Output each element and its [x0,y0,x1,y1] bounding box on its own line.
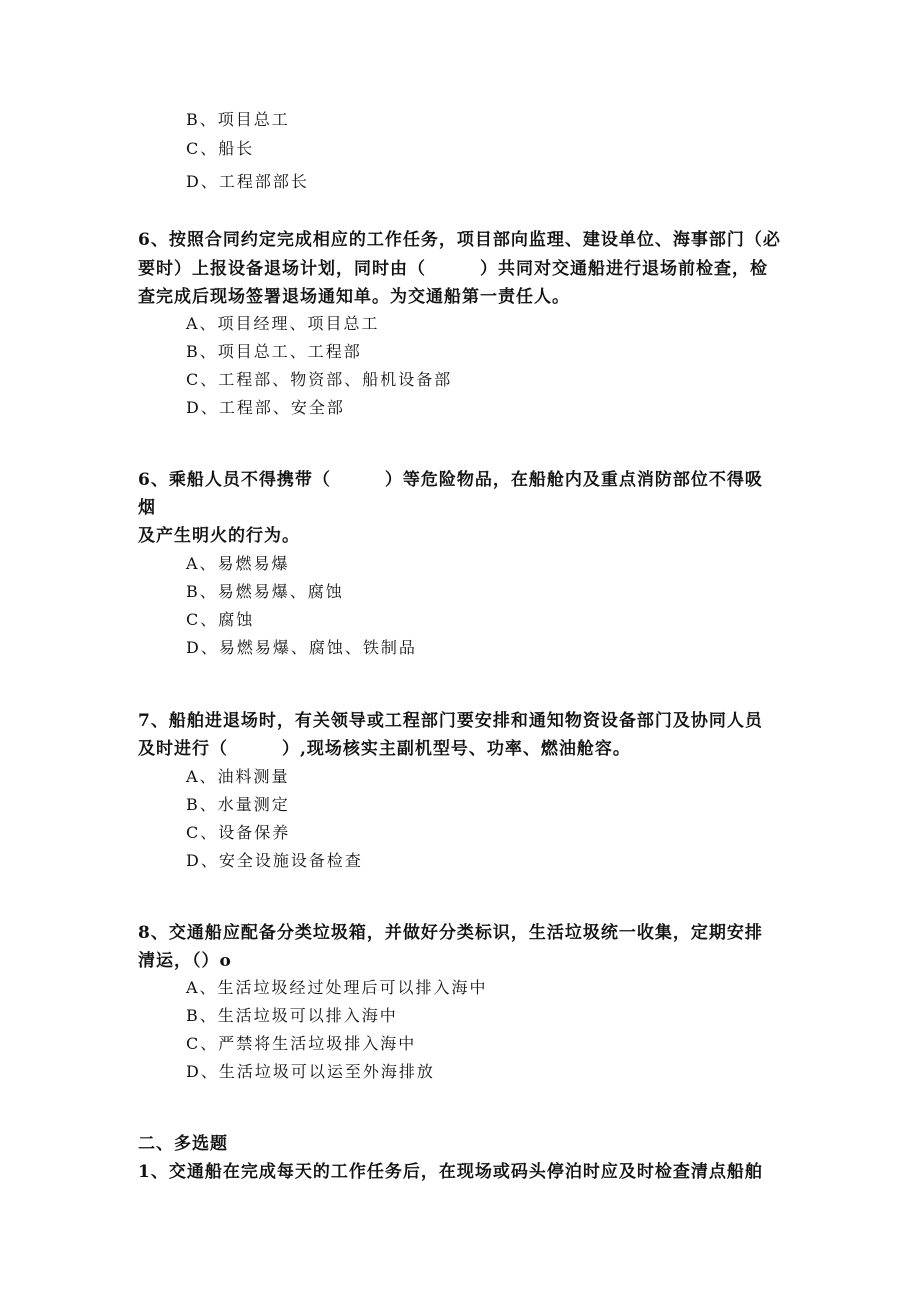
question-6b-line-2: 烟 [138,498,156,518]
option-b: B、水量测定 [186,795,290,814]
question-6a-line-1: 6、按照合同约定完成相应的工作任务，项目部向监理、建设单位、海事部门（必 [138,230,781,250]
option-a: A、项目经理、项目总工 [186,314,380,333]
option-d: D、工程部部长 [186,172,309,191]
option-d: D、安全设施设备检查 [186,851,363,870]
option-b: B、项目总工、工程部 [186,342,362,361]
option-a: A、易燃易爆 [186,554,290,573]
question-8-line-2: 清运，（）o [138,951,232,971]
option-b: B、易燃易爆、腐蚀 [186,582,344,601]
option-c: C、腐蚀 [186,610,255,629]
option-d: D、生活垃圾可以运至外海排放 [186,1062,435,1081]
question-6b-line-3: 及产生明火的行为。 [138,526,300,546]
option-b: B、生活垃圾可以排入海中 [186,1006,398,1025]
option-d: D、易燃易爆、腐蚀、铁制品 [186,638,417,657]
question-6b-line-1: 6、乘船人员不得携带（ ）等危险物品，在船舱内及重点消防部位不得吸 [138,470,763,490]
option-d: D、工程部、安全部 [186,398,345,417]
option-c: C、船长 [186,139,255,158]
question-6a-line-3: 查完成后现场签署退场通知单。为交通船第一责任人。 [138,287,570,307]
section-heading: 二、多选题 [138,1134,228,1154]
question-6a-line-2: 要时）上报设备退场计划，同时由（ ）共同对交通船进行退场前检查，检 [138,259,768,279]
option-c: C、设备保养 [186,823,291,842]
question-1-line-1: 1、交通船在完成每天的工作任务后，在现场或码头停泊时应及时检查清点船舶 [138,1162,763,1182]
question-7-line-1: 7、船舶进退场时，有关领导或工程部门要安排和通知物资设备部门及协同人员 [138,711,763,731]
option-b: B、项目总工 [186,110,290,129]
option-c: C、工程部、物资部、船机设备部 [186,370,453,389]
question-7-line-2: 及时进行（ ）,现场核实主副机型号、功率、燃油舱容。 [138,739,631,759]
question-8-line-1: 8、交通船应配备分类垃圾箱，并做好分类标识，生活垃圾统一收集，定期安排 [138,923,763,943]
option-a: A、油料测量 [186,767,290,786]
option-c: C、严禁将生活垃圾排入海中 [186,1034,417,1053]
option-a: A、生活垃圾经过处理后可以排入海中 [186,978,488,997]
